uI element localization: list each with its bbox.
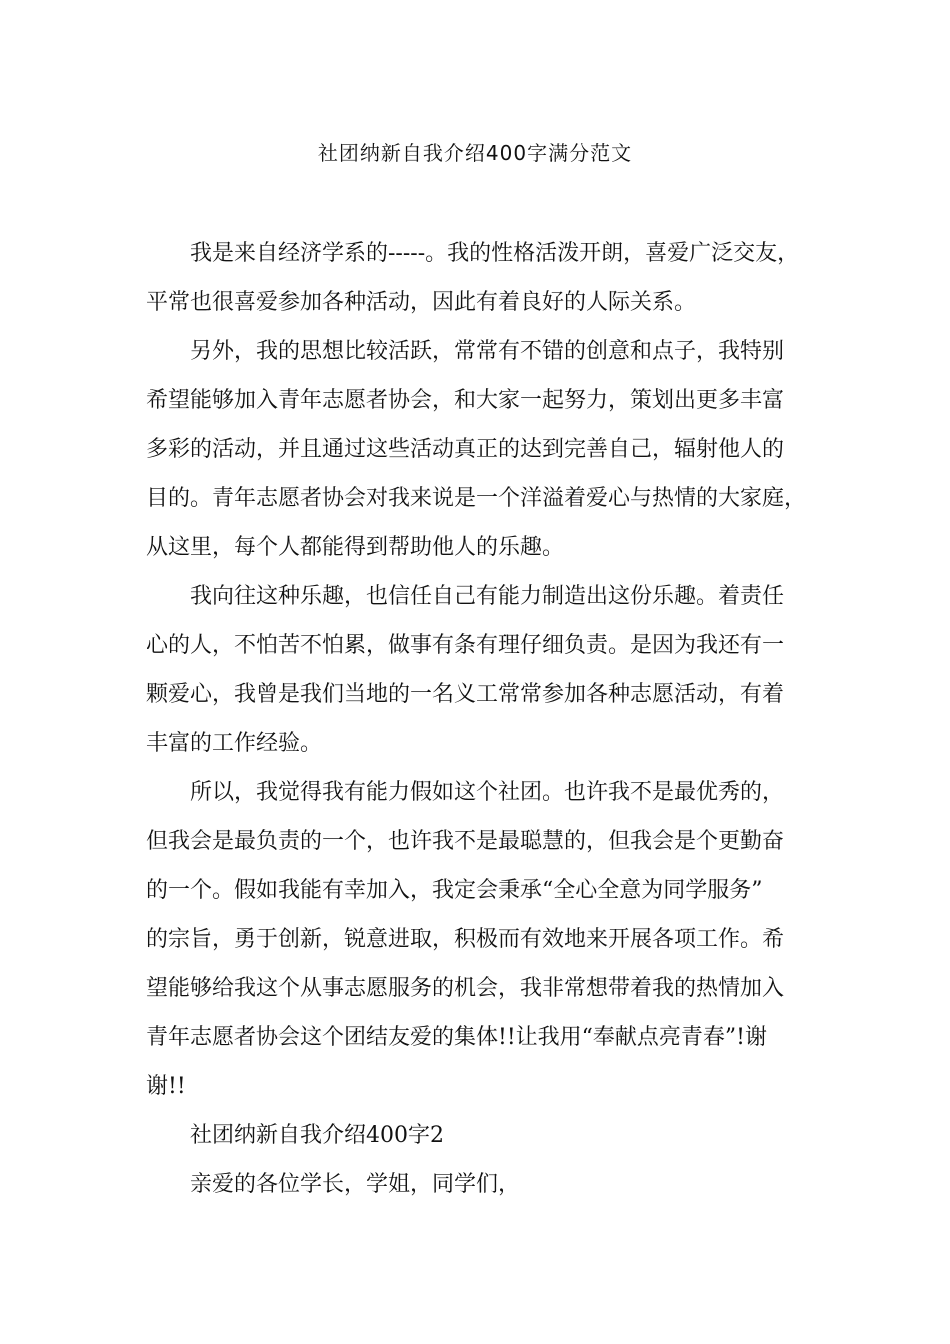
- text-line: 谢!!: [146, 1074, 186, 1099]
- text-line: 颗爱心，我曾是我们当地的一名义工常常参加各种志愿活动，有着: [146, 682, 785, 707]
- text-line: 但我会是最负责的一个，也许我不是最聪慧的，但我会是个更勤奋: [146, 829, 785, 854]
- text-line: 另外，我的思想比较活跃，常常有不错的创意和点子，我特别: [190, 339, 785, 364]
- text-line: 青年志愿者协会这个团结友爱的集体!!让我用“奉献点亮青春”!谢: [146, 1025, 768, 1050]
- text-line: 所以，我觉得我有能力假如这个社团。也许我不是最优秀的，: [190, 780, 785, 805]
- text-line: 我向往这种乐趣，也信任自己有能力制造出这份乐趣。着责任: [190, 584, 785, 609]
- text-line: 希望能够加入青年志愿者协会，和大家一起努力，策划出更多丰富: [146, 388, 785, 413]
- text-line: 从这里，每个人都能得到帮助他人的乐趣。: [146, 535, 565, 560]
- document-body: [146, 229, 822, 1209]
- text-line: 目的。青年志愿者协会对我来说是一个洋溢着爱心与热情的大家庭，: [146, 486, 807, 511]
- text-line: 望能够给我这个从事志愿服务的机会，我非常想带着我的热情加入: [146, 976, 785, 1001]
- text-line: 亲爱的各位学长，学姐，同学们，: [190, 1172, 521, 1197]
- section-heading: 社团纳新自我介绍400字2: [190, 1123, 444, 1148]
- text-line: 多彩的活动，并且通过这些活动真正的达到完善自己，辐射他人的: [146, 437, 785, 462]
- text-line: 丰富的工作经验。: [146, 731, 323, 756]
- text-line: 我是来自经济学系的-----。我的性格活泼开朗，喜爱广泛交友，: [190, 241, 800, 266]
- text-line: 心的人，不怕苦不怕累，做事有条有理仔细负责。是因为我还有一: [146, 633, 785, 658]
- text-line: 平常也很喜爱参加各种活动，因此有着良好的人际关系。: [146, 290, 697, 315]
- text-line: 的宗旨，勇于创新，锐意进取，积极而有效地来开展各项工作。希: [146, 927, 785, 952]
- text-line: 的一个。假如我能有幸加入，我定会秉承“全心全意为同学服务”: [146, 878, 763, 903]
- document-title: 社团纳新自我介绍400字满分范文: [317, 141, 633, 165]
